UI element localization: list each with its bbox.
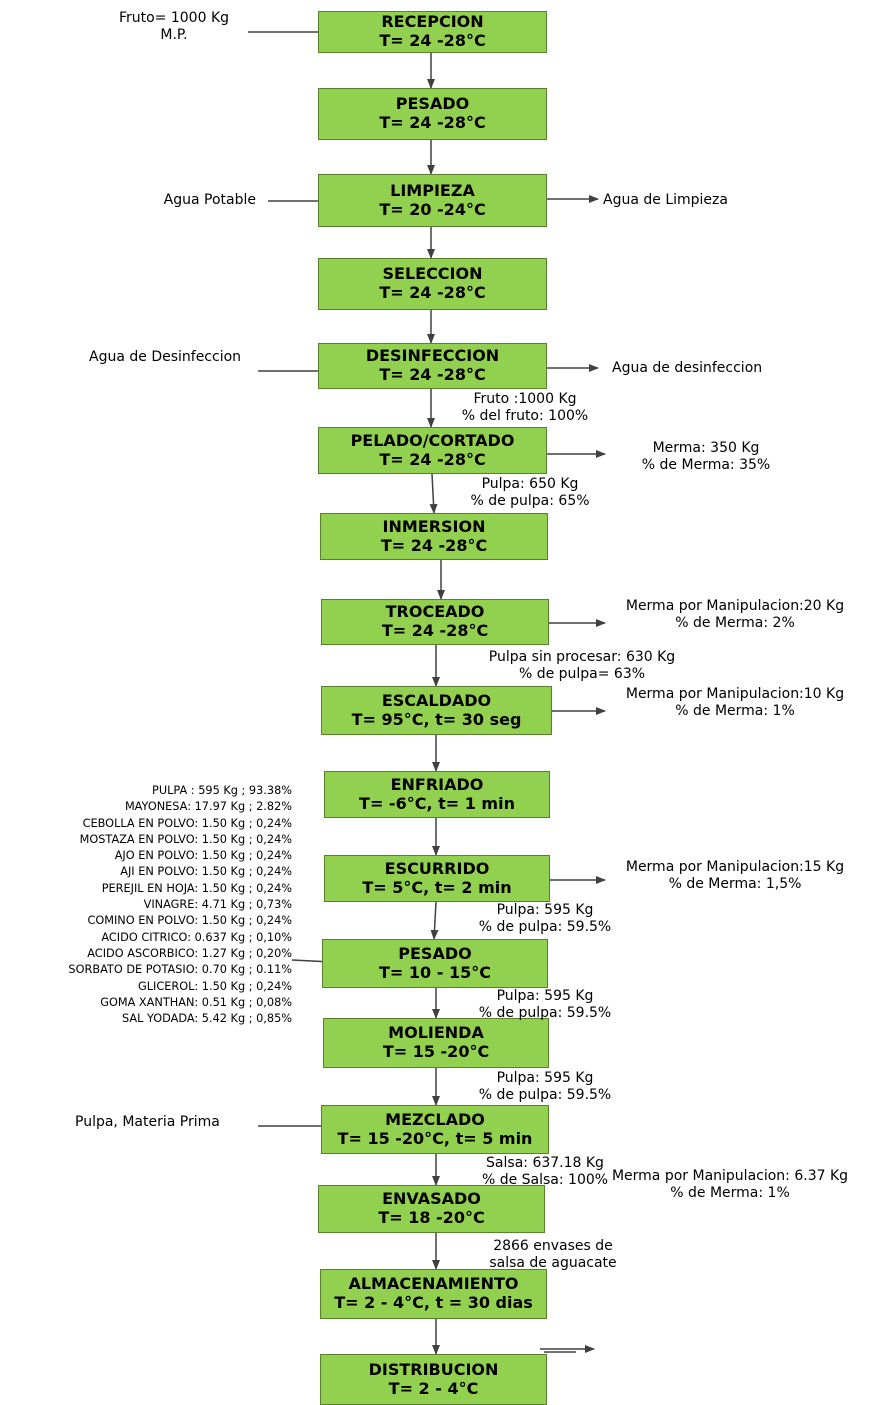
input-agua-potable-label [100, 192, 256, 209]
step-temperature: T= 15 -20°C, t= 5 min [337, 1128, 533, 1148]
step-seleccion [318, 258, 547, 310]
ingredient-item: COMINO EN POLVO: 1.50 Kg ; 0,24% [87, 914, 292, 928]
output-merma-pelado-label [600, 440, 812, 474]
step-name: ESCALDADO [381, 690, 492, 710]
output-agua-desinfeccion-label [612, 360, 762, 377]
step-enfriado [324, 771, 550, 818]
flow-pulpa-595-b-label [470, 988, 620, 1022]
ingredient-item: GOMA XANTHAN: 0.51 Kg ; 0,08% [100, 995, 292, 1009]
ingredient-item: ACIDO ASCORBICO: 1.27 Kg ; 0,20% [87, 946, 292, 960]
step-temperature: T= -6°C, t= 1 min [359, 793, 515, 813]
input-line: Agua de Desinfeccion [89, 349, 242, 365]
flow-line: % de Salsa: 100% [481, 1172, 609, 1188]
ingredient-item: ACIDO CITRICO: 0.637 Kg ; 0,10% [101, 930, 292, 944]
input-line: M.P. [160, 27, 188, 43]
step-pesado [318, 88, 547, 140]
step-temperature: T= 2 - 4°C [388, 1378, 479, 1398]
step-name: MOLIENDA [388, 1023, 484, 1043]
input-fruto-label [108, 10, 240, 44]
flow-line: salsa de aguacate [489, 1255, 617, 1271]
step-name: PESADO [398, 943, 472, 963]
flow-salsa-label [470, 1155, 620, 1189]
ingredient-item: MAYONESA: 17.97 Kg ; 2.82% [124, 800, 292, 814]
input-agua-desinfeccion-label [89, 349, 241, 366]
flow-line: Fruto :1000 Kg [473, 391, 577, 407]
step-recepcion [318, 11, 547, 53]
step-temperature: T= 18 -20°C [378, 1208, 485, 1227]
input-line: Pulpa, Materia Prima [75, 1114, 220, 1130]
step-temperature: T= 24 -28°C [379, 283, 486, 302]
output-line: Merma por Manipulacion:10 Kg [625, 686, 845, 702]
step-molienda [323, 1018, 549, 1068]
flow-line: % de pulpa: 65% [470, 493, 590, 509]
output-line: Agua de Limpieza [603, 192, 728, 208]
ingredient-item: PULPA : 595 Kg ; 93.38% [152, 784, 292, 797]
flow-line: Pulpa: 650 Kg [481, 476, 579, 492]
step-name: INMERSION [382, 516, 486, 536]
step-limpieza [318, 174, 547, 227]
step-pesado-2 [322, 939, 548, 988]
step-temperature: T= 15 -20°C [382, 1042, 490, 1061]
ingredient-item: SAL YODADA: 5.42 Kg ; 0,85% [121, 1012, 292, 1026]
step-temperature: T= 10 - 15°C [379, 962, 491, 982]
flow-line: Pulpa: 595 Kg [496, 988, 594, 1004]
step-envasado [318, 1185, 545, 1233]
flow-line: % de pulpa: 59.5% [478, 919, 612, 935]
step-almacenamiento [320, 1269, 547, 1319]
step-temperature: T= 20 -24°C [379, 199, 486, 219]
output-line: % de Merma: 2% [675, 615, 795, 631]
flow-line: 2866 envases de [493, 1238, 613, 1254]
step-name: PESADO [395, 94, 470, 114]
step-temperature: T= 24 -28°C [379, 449, 486, 469]
step-desinfeccion [318, 343, 547, 389]
step-name: TROCEADO [385, 602, 485, 622]
step-name: LIMPIEZA [390, 180, 475, 200]
flow-line: % de pulpa: 59.5% [478, 1005, 612, 1021]
output-line: Agua de desinfeccion [612, 360, 763, 376]
step-name: MEZCLADO [385, 1109, 485, 1129]
flow-line: Pulpa sin procesar: 630 Kg [488, 649, 676, 665]
output-merma-envasado-label [580, 1168, 880, 1202]
output-merma-escurrido-label [594, 859, 876, 893]
flow-pulpa-650-label [455, 476, 605, 510]
output-merma-troceado-label [594, 598, 876, 632]
step-name: ESCURRIDO [384, 858, 490, 878]
flow-line: % del fruto: 100% [461, 408, 589, 424]
step-distribucion [320, 1354, 547, 1405]
step-temperature: T= 24 -28°C [379, 113, 486, 132]
step-name: DISTRIBUCION [368, 1359, 499, 1379]
flow-pulpa-630-label [462, 649, 702, 683]
step-inmersion [320, 513, 548, 560]
flow-line: % de pulpa: 59.5% [478, 1087, 612, 1103]
input-line: Fruto= 1000 Kg [118, 10, 230, 26]
output-line: % de Merma: 1,5% [668, 876, 802, 892]
output-line: Merma por Manipulacion:20 Kg [625, 598, 845, 614]
flow-line: Salsa: 637.18 Kg [486, 1155, 604, 1171]
step-temperature: T= 24 -28°C [381, 621, 489, 640]
step-name: RECEPCION [381, 12, 484, 32]
output-line: Merma por Manipulacion:15 Kg [625, 859, 845, 875]
output-line: Merma: 350 Kg [652, 440, 760, 456]
output-line: Merma por Manipulacion: 6.37 Kg [611, 1168, 849, 1184]
ingredient-item: MOSTAZA EN POLVO: 1.50 Kg ; 0,24% [79, 832, 292, 846]
ingredient-item: GLICEROL: 1.50 Kg ; 0,24% [137, 979, 292, 993]
flow-fruto-label [450, 391, 600, 425]
flow-envases-label [478, 1238, 628, 1272]
step-troceado [321, 599, 549, 645]
step-name: PELADO/CORTADO [350, 430, 515, 450]
step-temperature: T= 24 -28°C [380, 535, 488, 555]
step-escaldado [321, 686, 552, 735]
flow-arrow [434, 902, 436, 939]
flow-pulpa-595-c-label [470, 1070, 620, 1104]
step-temperature: T= 5°C, t= 2 min [362, 877, 512, 897]
flow-line: Pulpa: 595 Kg [496, 902, 594, 918]
output-merma-escaldado-label [594, 686, 876, 720]
input-line: Agua Potable [163, 192, 256, 208]
flow-pulpa-595-a-label [470, 902, 620, 936]
output-agua-limpieza-label [603, 192, 728, 209]
output-line: % de Merma: 1% [675, 703, 795, 719]
ingredient-item: SORBATO DE POTASIO: 0.70 Kg ; 0.11% [68, 963, 292, 977]
input-pulpa-mp-label [75, 1114, 220, 1131]
step-pelado-cortado [318, 427, 547, 474]
output-line: % de Merma: 1% [670, 1185, 790, 1201]
step-name: ENVASADO [382, 1189, 481, 1209]
step-mezclado [321, 1105, 549, 1154]
ingredient-list [68, 783, 292, 1027]
step-name: SELECCION [382, 264, 483, 284]
ingredient-item: AJI EN POLVO: 1.50 Kg ; 0,24% [120, 865, 292, 879]
step-name: ENFRIADO [390, 774, 484, 794]
flow-line: % de pulpa= 63% [518, 666, 646, 682]
step-temperature: T= 95°C, t= 30 seg [351, 709, 522, 729]
step-name: ALMACENAMIENTO [348, 1274, 519, 1294]
step-temperature: T= 24 -28°C [379, 31, 486, 50]
step-temperature: T= 2 - 4°C, t = 30 dias [334, 1293, 533, 1312]
flow-line: Pulpa: 595 Kg [496, 1070, 594, 1086]
output-line: % de Merma: 35% [641, 457, 771, 473]
ingredient-item: CEBOLLA EN POLVO: 1.50 Kg ; 0,24% [82, 816, 292, 830]
step-name: DESINFECCION [365, 346, 500, 366]
ingredient-item: VINAGRE: 4.71 Kg ; 0,73% [143, 898, 292, 912]
step-escurrido [324, 855, 550, 902]
ingredient-item: AJO EN POLVO: 1.50 Kg ; 0,24% [114, 849, 292, 863]
step-temperature: T= 24 -28°C [379, 365, 486, 384]
flow-arrow [432, 474, 434, 513]
ingredient-item: PEREJIL EN HOJA: 1.50 Kg ; 0,24% [101, 881, 292, 895]
